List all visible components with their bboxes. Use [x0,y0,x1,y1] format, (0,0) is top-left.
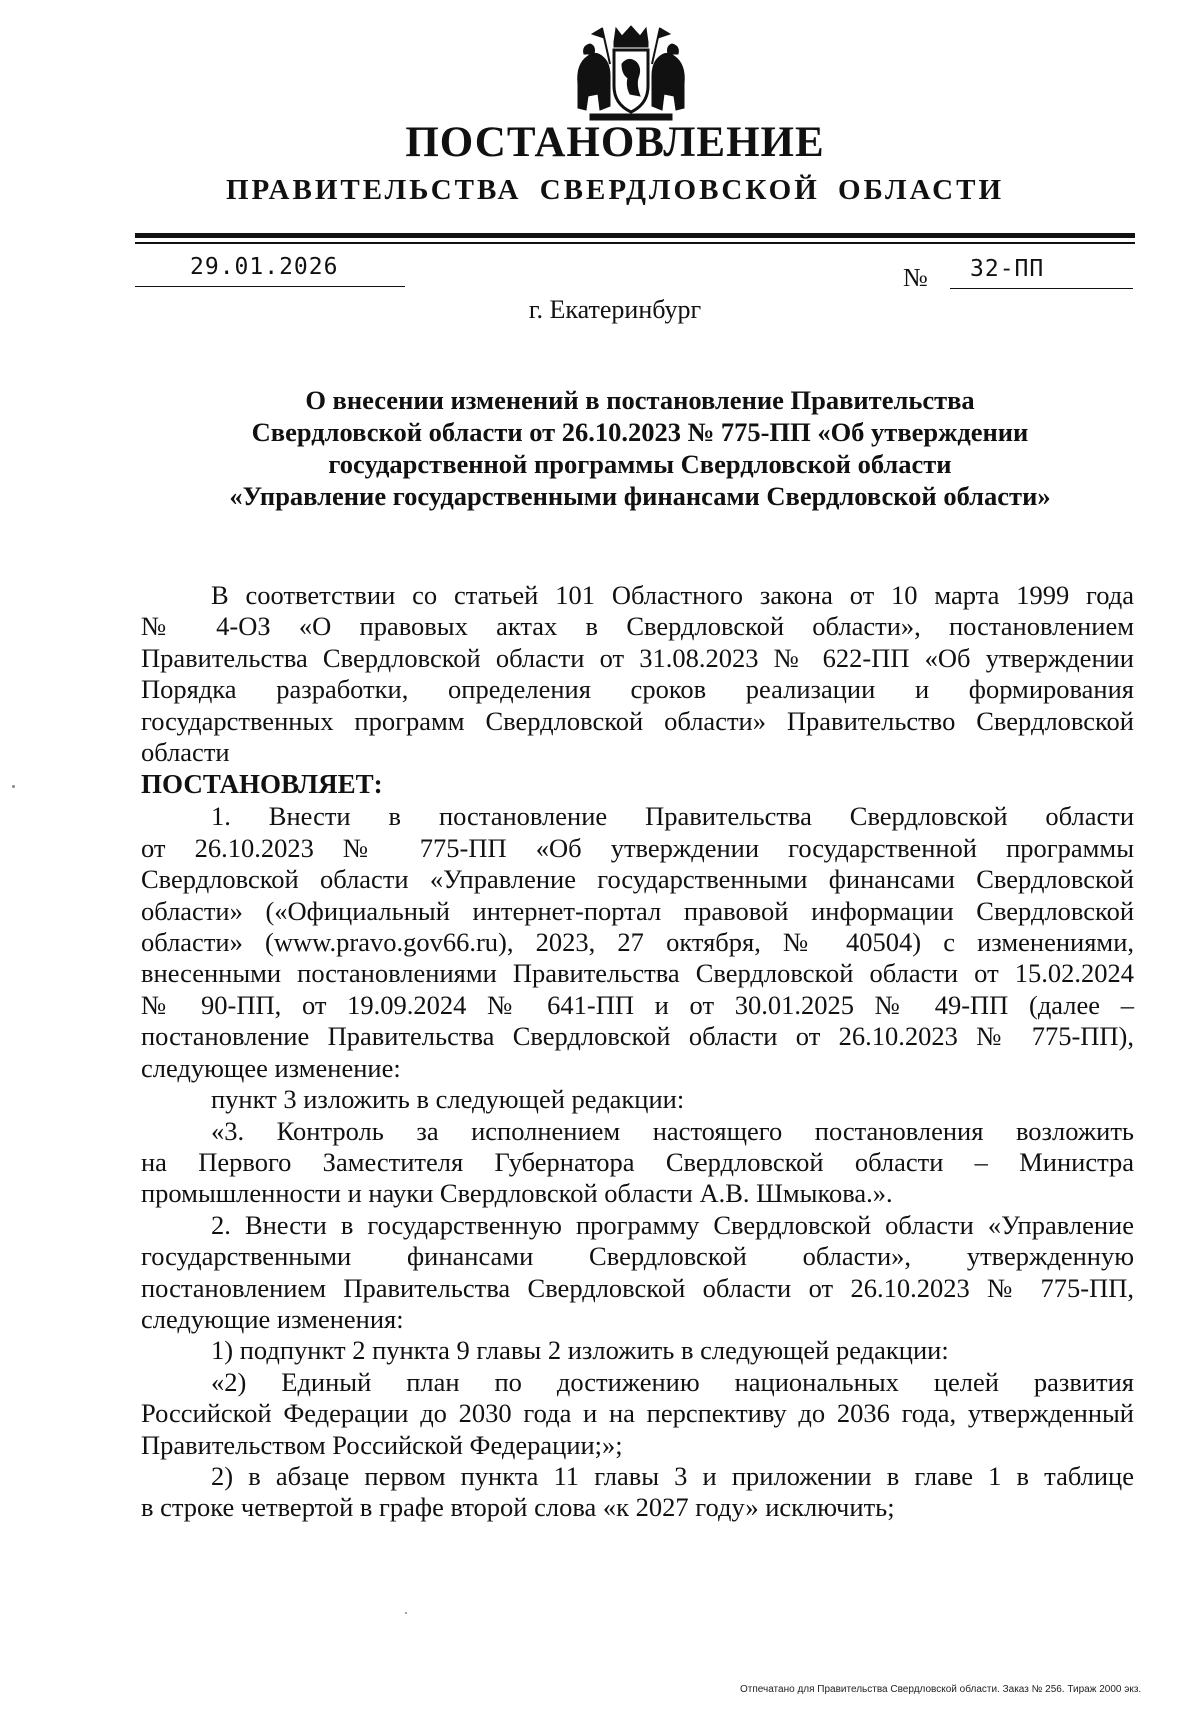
text-line: области» (www.pravo.gov66.ru), 2023, 27 октября, № 40504) с изменениями, [141,927,1134,958]
text-line: постановление Правительства Свердловской области от 26.10.2023 № 775-ПП), [141,1021,1134,1052]
subject-line: «Управление государственными финансами Свердловской области» [229,481,1051,511]
text-line: постановлением Правительства Свердловской области от 26.10.2023 № 775-ПП, [141,1272,1134,1303]
text-line: внесенными постановлениями Правительства Свердловской области от 15.02.2024 [141,958,1134,989]
text-line: области» («Официальный интернет-портал правовой информации Свердловской [141,895,1134,926]
text-line: 1) подпункт 2 пункта 9 главы 2 изложить в следующей редакции: [211,1335,949,1366]
text-line: государственными финансами Свердловской области», утвержденную [141,1241,1134,1272]
item-1-quote [141,1116,1134,1210]
text-line: в строке четвертой в графе второй слова «к 2027 году» исключить; [141,1492,895,1523]
text-line: области [141,737,230,768]
header-divider-thick [135,233,1135,238]
number-field [950,254,1133,289]
item-1-instruction [141,1084,1134,1115]
document-title: ПОСТАНОВЛЕНИЕ [405,119,825,166]
text-line: промышленности и науки Свердловской области А.В. Шмыкова.». [141,1178,893,1209]
date-field [135,252,405,287]
text-line: 2) в абзаце первом пункта 11 главы 3 и приложении в главе 1 в таблице [211,1460,1134,1491]
subject-line: Свердловской области от 26.10.2023 № 775-ПП «Об утверждении [251,417,1029,447]
text-line: № 90-ПП, от 19.09.2024 № 641-ПП и от 30.01.2025 № 49-ПП (далее – [141,989,1134,1020]
document-date: 29.01.2026 [190,254,339,280]
item-2-1-instruction [141,1335,1134,1366]
issuing-authority: ПРАВИТЕЛЬСТВА СВЕРДЛОВСКОЙ ОБЛАСТИ [225,174,1005,206]
text-line: 1. Внести в постановление Правительства Свердловской области [211,801,1134,832]
text-line: на Первого Заместителя Губернатора Свердловской области – Министра [141,1146,1134,1177]
item-1-paragraph [141,801,1134,1084]
print-note: Отпечатано для Правительства Свердловской области. Заказ № 256. Тираж 2000 экз. [740,1684,1142,1695]
text-line: следующие изменения: [141,1303,404,1334]
resolve-heading: ПОСТАНОВЛЯЕТ: [141,769,383,800]
text-line: государственных программ Свердловской области» Правительство Свердловской [141,705,1134,736]
number-sign: № [903,263,928,292]
text-line: следующее изменение: [141,1052,401,1083]
text-line: Правительства Свердловской области от 31.08.2023 № 622-ПП «Об утверждении [141,642,1134,673]
preamble-paragraph [141,580,1134,768]
document-subject [140,384,1140,512]
document-body [141,580,1134,1524]
text-line: «3. Контроль за исполнением настоящего постановления возложить [211,1115,1134,1146]
text-line: 2. Внести в государственную программу Свердловской области «Управление [211,1209,1134,1240]
header-divider-thin [135,242,1135,244]
scan-speck [12,785,15,788]
scan-speck [405,1612,407,1614]
text-line: от 26.10.2023 № 775-ПП «Об утверждении государственной программы [141,832,1134,863]
sverdlovsk-coat-of-arms-icon [570,24,692,124]
subject-line: О внесении изменений в постановление Правительства [305,385,975,415]
text-line: «2) Единый план по достижению национальных целей развития [211,1366,1134,1397]
text-line: Порядка разработки, определения сроков реализации и формирования [141,674,1134,705]
text-line: Правительством Российской Федерации;»; [141,1429,623,1460]
text-line: пункт 3 изложить в следующей редакции: [211,1084,685,1115]
document-number: 32-ПП [970,256,1045,282]
text-line: Российской Федерации до 2030 года и на перспективу до 2036 года, утвержденный [141,1398,1134,1429]
text-line: В соответствии со статьей 101 Областного закона от 10 марта 1999 года [211,580,1134,610]
item-2-1-quote [141,1367,1134,1461]
item-2-2-paragraph [141,1461,1134,1524]
text-line: Свердловской области «Управление государственными финансами Свердловской [141,864,1134,895]
city: г. Екатеринбург [528,295,702,324]
subject-line: государственной программы Свердловской области [328,449,952,479]
item-2-paragraph [141,1210,1134,1336]
text-line: № 4-ОЗ «О правовых актах в Свердловской области», постановлением [141,611,1134,642]
